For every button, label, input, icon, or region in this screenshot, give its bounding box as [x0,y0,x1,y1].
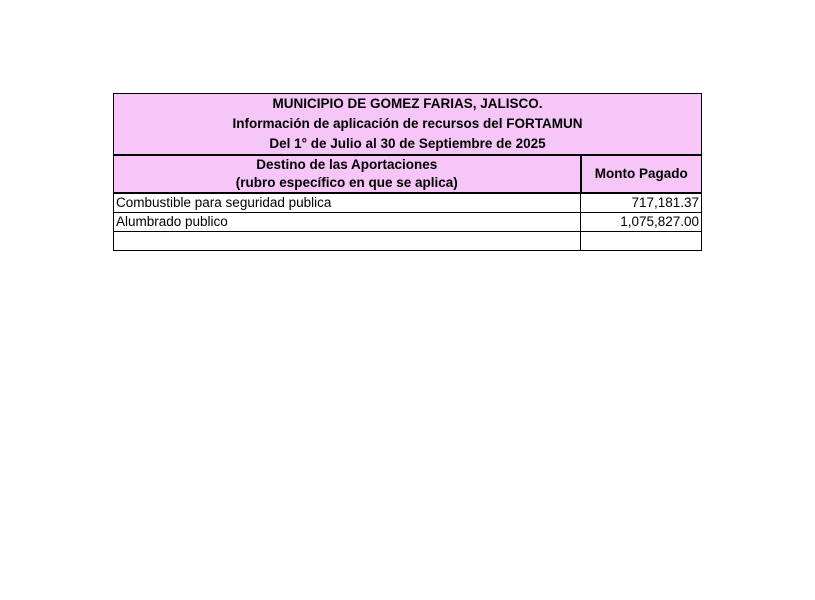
table-row [114,212,702,231]
title-cell [114,94,702,156]
report-period: Del 1° de Julio al 30 de Septiembre de 2025 [269,136,546,151]
report-table [113,93,702,251]
row-concept: Combustible para seguridad publica [114,193,581,212]
column-header-destino-line1: Destino de las Aportaciones [256,157,438,172]
table-row [114,231,702,250]
row-amount [581,231,702,250]
row-amount: 1,075,827.00 [581,212,702,231]
table-row [114,193,702,212]
column-header-monto: Monto Pagado [581,155,702,193]
municipality-title: MUNICIPIO DE GOMEZ FARIAS, JALISCO. [272,96,543,111]
row-concept [114,231,581,250]
header-row [114,155,702,193]
column-header-destino [114,155,581,193]
row-concept: Alumbrado publico [114,212,581,231]
title-row [114,94,702,156]
column-header-destino-line2: (rubro específico en que se aplica) [235,175,458,190]
row-amount: 717,181.37 [581,193,702,212]
fortamun-report [113,93,701,251]
report-subtitle: Información de aplicación de recursos del FORTAMUN [232,116,583,131]
